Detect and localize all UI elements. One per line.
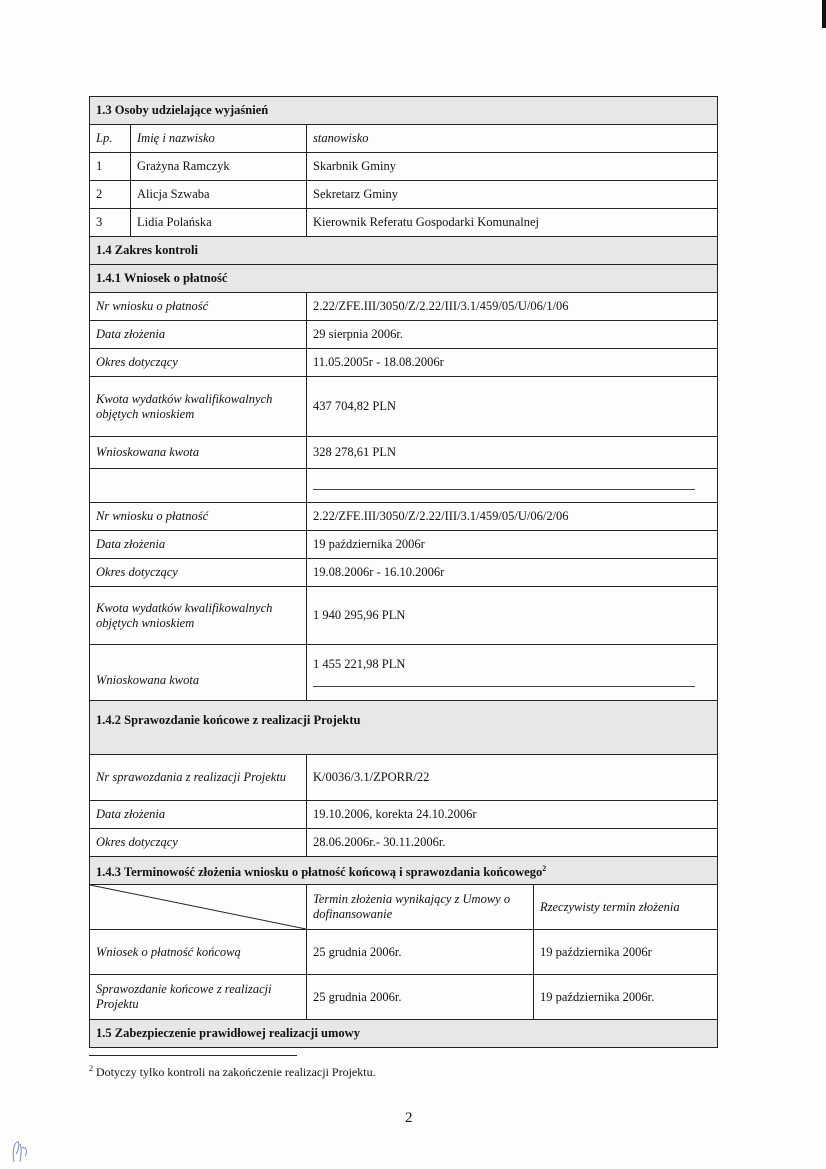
footnote-text: Dotyczy tylko kontroli na zakończenie realizacji Projektu. bbox=[96, 1065, 376, 1079]
table-row bbox=[90, 755, 718, 801]
diagonal-line-icon bbox=[90, 885, 306, 929]
application-2-date: 19 października 2006r bbox=[307, 531, 718, 559]
col-name-header: Imię i nazwisko bbox=[131, 125, 307, 153]
label-period: Okres dotyczący bbox=[90, 559, 307, 587]
label-period: Okres dotyczący bbox=[90, 349, 307, 377]
person-name: Grażyna Ramczyk bbox=[131, 153, 307, 181]
deadline-row-label: Sprawozdanie końcowe z realizacji Projektu bbox=[90, 975, 307, 1020]
footnote-divider bbox=[89, 1055, 297, 1056]
spacer-row bbox=[90, 469, 718, 503]
table-row bbox=[90, 503, 718, 531]
table-row bbox=[90, 801, 718, 829]
deadline-row-label: Wniosek o płatność końcową bbox=[90, 930, 307, 975]
report-number: K/0036/3.1/ZPORR/22 bbox=[307, 755, 718, 801]
actual-deadline: 19 października 2006r. bbox=[540, 989, 655, 1004]
person-lp: 3 bbox=[90, 209, 131, 237]
table-row bbox=[90, 437, 718, 469]
label-requested-amount: Wnioskowana kwota bbox=[90, 645, 307, 701]
person-lp: 1 bbox=[90, 153, 131, 181]
handwritten-initials-icon bbox=[8, 1138, 34, 1164]
application-2-requested: 1 455 221,98 PLN bbox=[313, 657, 406, 671]
footnote bbox=[89, 1064, 376, 1080]
table-row bbox=[90, 321, 718, 349]
table-row bbox=[90, 181, 718, 209]
label-submission-date: Data złożenia bbox=[90, 531, 307, 559]
blank-line bbox=[313, 686, 695, 687]
application-2-period: 19.08.2006r - 16.10.2006r bbox=[307, 559, 718, 587]
label-submission-date: Data złożenia bbox=[90, 801, 307, 829]
report-period: 28.06.2006r.- 30.11.2006r. bbox=[307, 829, 718, 857]
application-1-number: 2.22/ZFE.III/3050/Z/2.22/III/3.1/459/05/U/06/1/06 bbox=[307, 293, 718, 321]
section-1-5-heading: 1.5 Zabezpieczenie prawidłowej realizacji umowy bbox=[90, 1020, 718, 1048]
footnote-reference: 2 bbox=[542, 863, 547, 873]
col-lp-header: Lp. bbox=[90, 125, 131, 153]
label-submission-date: Data złożenia bbox=[90, 321, 307, 349]
persons-header-row bbox=[90, 125, 718, 153]
table-row bbox=[90, 377, 718, 437]
section-1-4-3-heading: 1.4.3 Terminowość złożenia wniosku o płatność końcową i sprawozdania końcowego$^2$ bbox=[90, 857, 718, 885]
contract-deadline: 25 grudnia 2006r. bbox=[307, 975, 534, 1019]
application-2-amount: 1 940 295,96 PLN bbox=[307, 587, 718, 645]
section-1-3-heading: 1.3 Osoby udzielające wyjaśnień bbox=[90, 97, 718, 125]
blank-line bbox=[313, 489, 695, 490]
person-lp: 2 bbox=[90, 181, 131, 209]
table-row bbox=[90, 349, 718, 377]
report-date: 19.10.2006, korekta 24.10.2006r bbox=[307, 801, 718, 829]
table-row bbox=[90, 531, 718, 559]
label-eligible-amount: Kwota wydatków kwalifikowalnych objętych wnioskiem bbox=[90, 587, 307, 645]
person-position: Skarbnik Gminy bbox=[307, 153, 718, 181]
table-row bbox=[90, 930, 718, 975]
application-1-requested: 328 278,61 PLN bbox=[307, 437, 718, 469]
table-row bbox=[90, 975, 718, 1020]
footnote-mark: 2 bbox=[89, 1064, 93, 1073]
person-position: Sekretarz Gminy bbox=[307, 181, 718, 209]
application-1-amount: 437 704,82 PLN bbox=[307, 377, 718, 437]
label-period: Okres dotyczący bbox=[90, 829, 307, 857]
scan-edge-mark bbox=[822, 0, 826, 28]
label-eligible-amount: Kwota wydatków kwalifikowalnych objętych wnioskiem bbox=[90, 377, 307, 437]
table-row bbox=[90, 559, 718, 587]
contract-deadline: 25 grudnia 2006r. bbox=[307, 930, 534, 974]
col-actual-deadline-header: Rzeczywisty termin złożenia bbox=[540, 899, 680, 914]
label-requested-amount: Wnioskowana kwota bbox=[90, 437, 307, 469]
section-1-4-1-heading: 1.4.1 Wniosek o płatność bbox=[90, 265, 718, 293]
section-1-4-heading: 1.4 Zakres kontroli bbox=[90, 237, 718, 265]
label-application-number: Nr wniosku o płatność bbox=[90, 503, 307, 531]
table-row bbox=[90, 587, 718, 645]
deadline-header-row bbox=[90, 885, 718, 930]
table-row bbox=[90, 645, 718, 701]
application-2-number: 2.22/ZFE.III/3050/Z/2.22/III/3.1/459/05/U/06/2/06 bbox=[307, 503, 718, 531]
table-row bbox=[90, 153, 718, 181]
control-report-table bbox=[89, 96, 718, 1048]
person-name: Lidia Polańska bbox=[131, 209, 307, 237]
table-row bbox=[90, 293, 718, 321]
page-number: 2 bbox=[405, 1110, 413, 1126]
table-row bbox=[90, 209, 718, 237]
application-1-period: 11.05.2005r - 18.08.2006r bbox=[307, 349, 718, 377]
col-position-header: stanowisko bbox=[307, 125, 718, 153]
application-1-date: 29 sierpnia 2006r. bbox=[307, 321, 718, 349]
label-application-number: Nr wniosku o płatność bbox=[90, 293, 307, 321]
section-1-4-2-heading: 1.4.2 Sprawozdanie końcowe z realizacji Projektu bbox=[90, 701, 718, 755]
label-report-number: Nr sprawozdania z realizacji Projektu bbox=[90, 755, 307, 801]
col-contract-deadline-header: Termin złożenia wynikający z Umowy o dofinansowanie bbox=[307, 885, 534, 929]
table-row bbox=[90, 829, 718, 857]
person-name: Alicja Szwaba bbox=[131, 181, 307, 209]
actual-deadline: 19 października 2006r bbox=[540, 944, 652, 959]
person-position: Kierownik Referatu Gospodarki Komunalnej bbox=[307, 209, 718, 237]
diagonal-header-cell bbox=[90, 885, 307, 930]
